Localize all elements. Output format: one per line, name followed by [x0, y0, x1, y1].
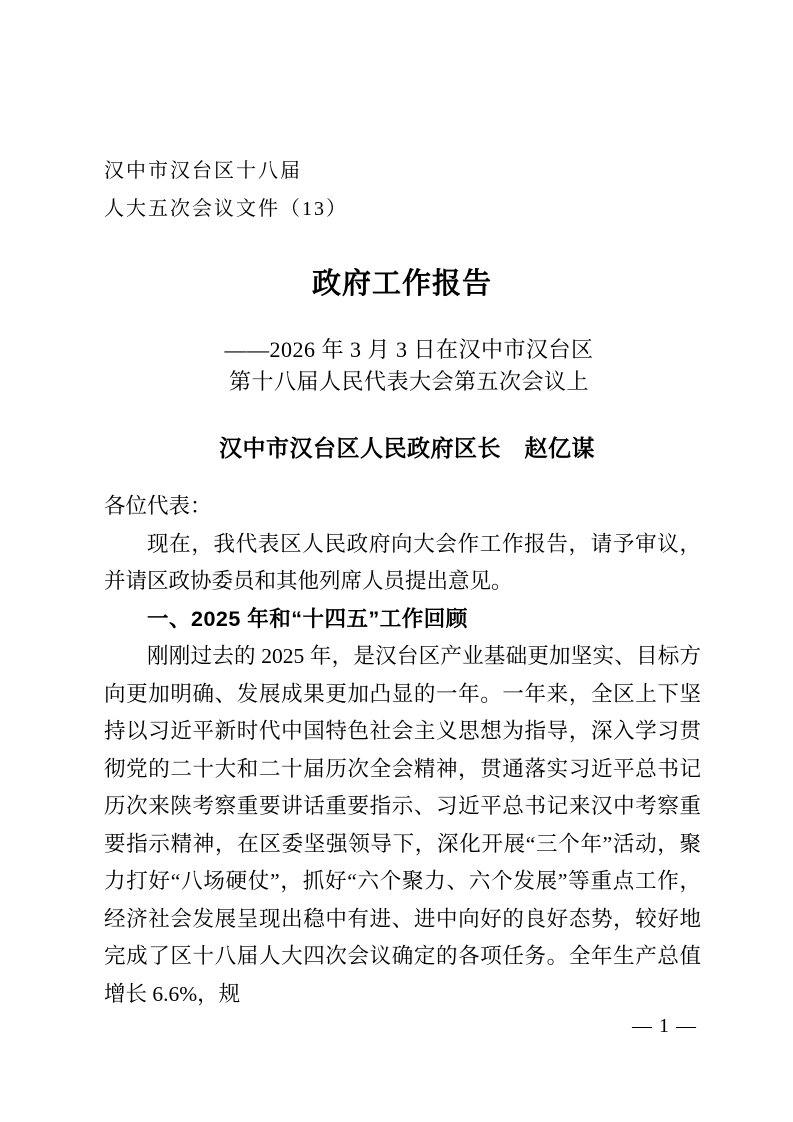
- document-title: 政府工作报告: [311, 268, 492, 300]
- header-line-1: 汉中市汉台区十八届: [104, 160, 302, 182]
- intro-paragraph: 现在，我代表区人民政府向大会作工作报告，请予审议，并请区政协委员和其他列席人员提出意见。: [104, 531, 701, 593]
- speaker-line: 汉中市汉台区人民政府区长 赵亿谋: [219, 436, 595, 461]
- page-number: — 1 —: [632, 1015, 697, 1037]
- review-paragraph: 刚刚过去的 2025 年，是汉台区产业基础更加坚实、目标方向更加明确、发展成果更加凸显的一年。一年来，全区上下坚持以习近平新时代中国特色社会主义思想为指导，深入学习贯彻党的二十大和二十届历次全会精神，贯通落实习近平总书记历次来陕考察重要讲话重要指示、习近平总书记来汉中考察重要指示精神，在区委坚强领导下，深化开展“三个年”活动，聚力打好“八场硬仗”，抓好“六个聚力、六个发展”等重点工作，经济社会发展呈现出稳中有进、进中向好的良好态势，较好地完成了区十八届人大四次会议确定的各项任务。全年生产总值增长 6.6%，规: [104, 644, 701, 1006]
- subtitle-line-1: ——2026 年 3 月 3 日在汉中市汉台区: [224, 337, 594, 362]
- document-subtitle: [104, 334, 700, 398]
- salutation: 各位代表：: [104, 494, 212, 518]
- section-heading: 一、2025 年和“十四五”工作回顾: [147, 606, 468, 631]
- document-body: [104, 488, 701, 1013]
- header-line-2: 人大五次会议文件（13）: [104, 198, 348, 220]
- document-header: [104, 152, 348, 228]
- subtitle-line-2: 第十八届人民代表大会第五次会议上: [228, 369, 589, 394]
